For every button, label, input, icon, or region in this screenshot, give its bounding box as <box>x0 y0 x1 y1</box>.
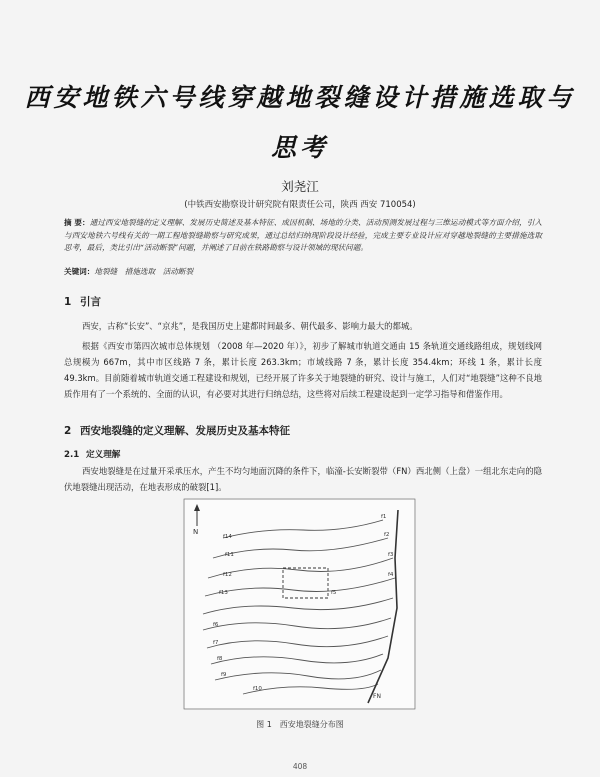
section-2-1-title: 定义理解 <box>86 450 121 460</box>
keywords <box>64 266 193 277</box>
section-1-paragraph-2: 根据《西安市第四次城市总体规划 （2008 年—2020 年）》，初步了解城市轨道交通由 15 条轨道交通线路组成，规划线网总规模为 667m，其中市区线路 7 条，累计长度 263.3km；市域线路 7 条，累计长度 354.4km；环线 1 条，累计长度 49.3km。目前随着城市轨道交通工程建设和规划，已经开展了许多关于地裂缝的研究、设计与施工，人们对“地裂缝”这种不良地质作用有了一个系统的、全面的认识，有必要对其进行归纳总结，这些将对后续工程建设起到一定学习指导和借鉴作用。 <box>64 341 542 399</box>
author: 刘尧江 <box>281 179 319 194</box>
fault-label-f1: f1 <box>381 514 387 520</box>
ground-fissure-map <box>183 498 416 710</box>
keywords-text: 地裂缝 措施选取 活动断裂 <box>94 267 194 276</box>
north-label: N <box>193 528 199 536</box>
fault-label-f11: f11 <box>225 552 234 558</box>
section-2-title: 西安地裂缝的定义理解、发展历史及基本特征 <box>80 425 290 437</box>
fault-label-f12: f12 <box>223 572 232 578</box>
page-number: 408 <box>292 762 308 771</box>
fault-label-f6: f6 <box>213 622 219 628</box>
fault-label-f2: f2 <box>384 532 390 538</box>
fault-label-f9: f9 <box>221 672 227 678</box>
section-1-title: 引言 <box>80 296 101 308</box>
title-line-2: 思考 <box>270 133 329 162</box>
section-2-1-number: 2.1 <box>64 450 80 460</box>
fault-label-f10: f10 <box>253 686 262 692</box>
abstract <box>64 217 542 255</box>
section-2-1-heading <box>64 448 120 460</box>
section-2-number: 2 <box>64 425 72 437</box>
section-2-heading <box>64 423 290 438</box>
affiliation: (中铁西安勘察设计研究院有限责任公司，陕西 西安 710054) <box>184 200 416 210</box>
fault-label-f4: f4 <box>388 572 394 578</box>
fault-label-f13: f13 <box>219 590 228 596</box>
abstract-label: 摘 要： <box>64 218 90 227</box>
fault-label-f3: f3 <box>388 552 394 558</box>
map-border <box>184 499 415 709</box>
fault-label-f8: f8 <box>217 656 223 662</box>
section-1-number: 1 <box>64 296 72 308</box>
ground-fissure-map-svg <box>183 498 416 710</box>
fault-label-f5: f5 <box>331 590 337 596</box>
keywords-label: 关键词： <box>64 267 95 276</box>
section-1-paragraph-1: 西安，古称“长安”、“京兆”，是我国历史上建都时间最多、朝代最多、影响力最大的都城。 <box>82 321 418 331</box>
abstract-text: 通过西安地裂缝的定义理解、发展历史简述及基本特征、成因机制、场地的分类、活动预测发展过程与三维运动模式等方面介绍，引入与西安地铁六号线有关的一期工程地裂缝勘察与研究成果，通过总结归纳现阶段设计经验，完成主要专业设计应对穿越地裂缝的主要措施选取思考，最后，类比引出“活动断裂”问题，并阐述了目前在铁路勘察与设计领域的现状问题。 <box>64 218 542 252</box>
section-1-heading <box>64 294 101 309</box>
figure-caption: 图 1 西安地裂缝分布图 <box>256 720 344 729</box>
fault-label-f14: f14 <box>223 534 232 540</box>
fault-fn-label: FN <box>373 693 381 700</box>
title-line-1: 西安地铁六号线穿越地裂缝设计措施选取与 <box>24 83 576 112</box>
section-2-1-paragraph: 西安地裂缝是在过量开采承压水，产生不均匀地面沉降的条件下，临潼-长安断裂带（FN）西北侧（上盘）一组北东走向的隐伏地裂缝出现活动，在地表形成的破裂[1]。 <box>64 466 542 492</box>
fault-label-f7: f7 <box>213 640 219 646</box>
